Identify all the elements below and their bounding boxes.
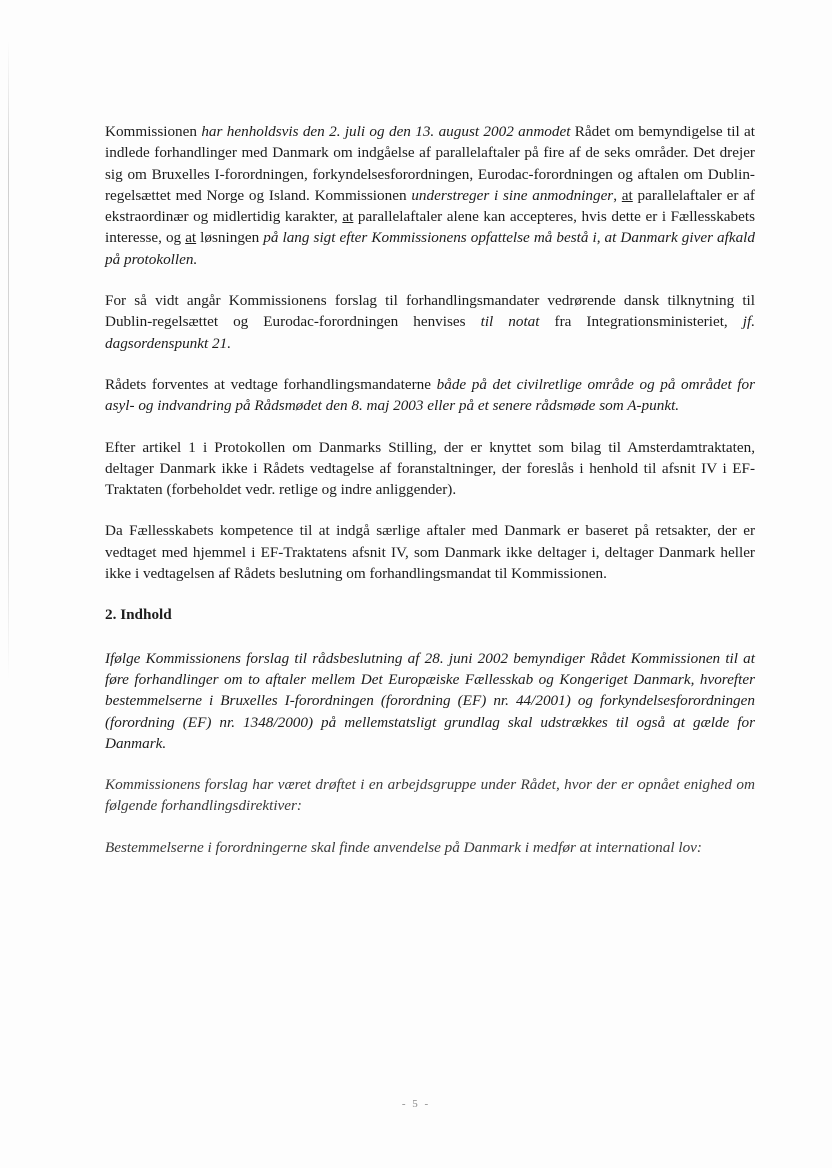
text-span: Rådets forventes at vedtage forhandlingsmandaterne (105, 375, 437, 393)
text-span: , (613, 186, 622, 204)
italic-span: har henholdsvis den 2. juli og den 13. august 2002 anmodet (201, 123, 571, 140)
scan-edge-line (8, 40, 9, 680)
italic-span: til notat (480, 313, 540, 331)
text-span: Kommissionen (105, 123, 202, 140)
paragraph-working-group: Kommissionens forslag har været drøftet i en arbejdsgruppe under Rådet, hvor der er opnået enighed om følgende forhandlingsdirektiver: (105, 776, 755, 815)
page-number: - 5 - (401, 1098, 431, 1110)
document-body (105, 121, 755, 878)
text-span: For så vidt angår Kommissionens forslag til forhandlingsmandater vedrørende dansk tilknytning til Dublin-regelsættet og Eurodac-forordningen henvises (105, 292, 755, 331)
underlined-span: at (342, 208, 354, 226)
paragraph-council-adoption (105, 374, 755, 417)
text-span: parallelaftaler alene kan accepteres, hvis dette er i Fællesskabets interesse, og (105, 208, 755, 247)
text-span: løsningen (196, 229, 264, 247)
underlined-span: at (621, 186, 633, 204)
text-span: fra Integrationsministeriet, (539, 313, 743, 331)
paragraph-commission-request (105, 121, 755, 270)
italic-span: både på det civilretlige område og på området for asyl- og indvandring på Rådsmødet den 8. maj 2003 eller på et senere rådsmøde som A-punkt. (105, 375, 755, 415)
italic-span: på lang sigt efter Kommissionens opfattelse må bestå i, at Danmark giver afkald på protokollen. (105, 229, 755, 268)
paragraph-community-competence: Da Fællesskabets kompetence til at indgå særlige aftaler med Danmark er baseret på retsakter, der er vedtaget med hjemmel i EF-Traktatens afsnit IV, som Danmark ikke deltager i, deltager Danmark heller ikke i vedtagelsen af Rådets beslutning om forhandlingsmandat til Kommissionen. (105, 522, 755, 583)
underlined-span: at (185, 229, 197, 247)
text-span: Rådet om bemyndigelse til at indlede forhandlinger med Danmark om indgåelse af parallelaftaler på fire af de seks områder. Det drejer sig om Bruxelles I-forordningen, forkyndelsesforordningen, Eurodac-forordningen og aftalen om Dublin-regelsættet med Norge og Island. Kommissionen (105, 123, 755, 204)
paragraph-regulations-apply: Bestemmelserne i forordningerne skal finde anvendelse på Danmark i medfør at international lov: (105, 838, 702, 856)
italic-span: jf. dagsordenspunkt 21. (105, 313, 755, 352)
paragraph-protocol-article: Efter artikel 1 i Protokollen om Danmarks Stilling, der er knyttet som bilag til Amsterdamtraktaten, deltager Danmark ikke i Rådets vedtagelse af foranstaltninger, der foreslås i henhold til afsnit IV i EF-Traktaten (forbeholdet vedr. retlige og indre anliggender). (105, 438, 755, 499)
paragraph-dublin-eurodac (105, 290, 755, 354)
italic-span: understreger i sine anmodninger (411, 186, 614, 204)
section-heading-indhold: 2. Indhold (105, 606, 172, 624)
paragraph-commission-proposal: Ifølge Kommissionens forslag til rådsbeslutning af 28. juni 2002 bemyndiger Rådet Kommissionen til at føre forhandlinger om to aftaler mellem Det Europæiske Fællesskab og Kongeriget Danmark, hvorefter bestemmelserne i Bruxelles I-forordningen (forordning (EF) nr. 44/2001) og forkyndelsesforordningen (forordning (EF) nr. 1348/2000) på mellemstatsligt grundlag skal udstrækkes til også at gælde for Danmark. (105, 649, 755, 752)
text-span: parallelaftaler er af ekstraordinær og midlertidig karakter, (105, 186, 755, 226)
